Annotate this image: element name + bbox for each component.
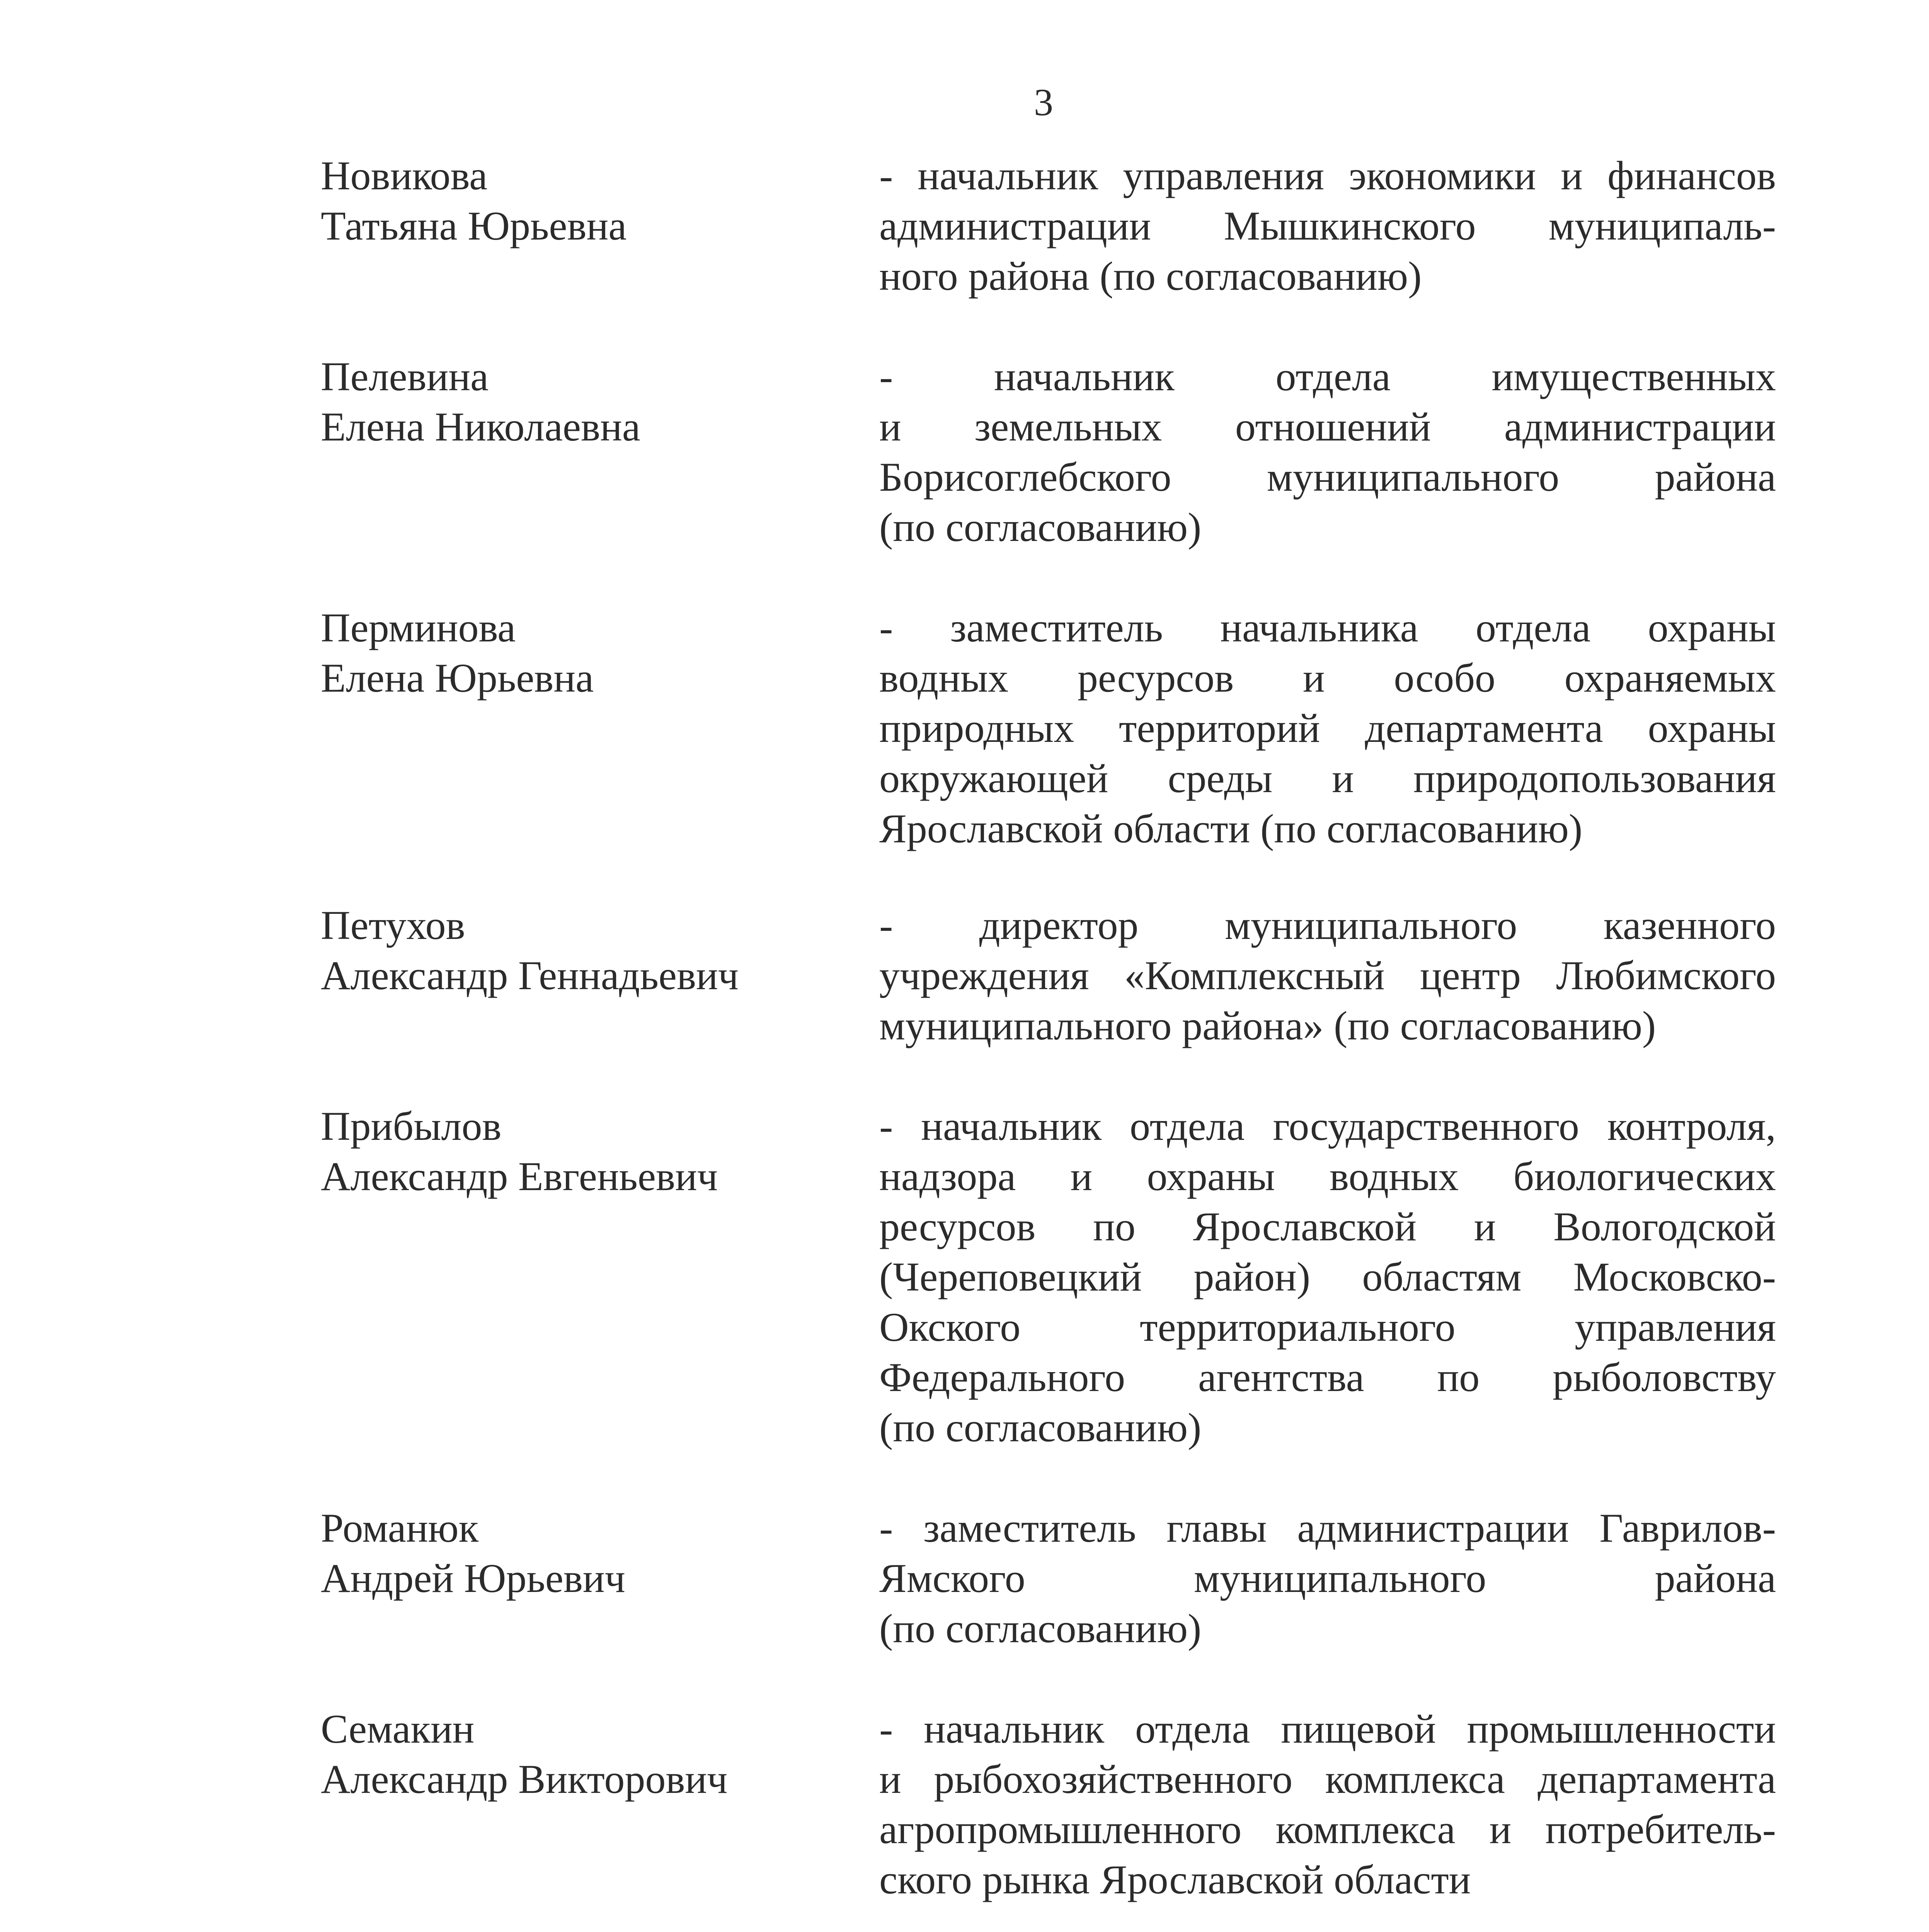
member-given-names: Александр Евгеньевич [321, 1154, 718, 1199]
member-entry [0, 1503, 1929, 1651]
role-line: Окского территориального управления [879, 1304, 1776, 1350]
role-line: ресурсов по Ярославской и Вологодской [879, 1204, 1776, 1249]
member-role [879, 1503, 1776, 1654]
role-line: (Череповецкий район) областям Московско- [879, 1254, 1776, 1299]
member-role [879, 151, 1776, 301]
member-entry [0, 352, 1929, 550]
member-entry [0, 900, 1929, 1048]
role-line: - начальник отдела пищевой промышленности [879, 1706, 1776, 1752]
member-role [879, 603, 1776, 854]
member-name [321, 151, 862, 251]
role-line: природных территорий департамента охраны [879, 706, 1776, 751]
member-given-names: Александр Геннадьевич [321, 953, 739, 998]
role-line: - начальник отдела имущественных [879, 354, 1776, 399]
role-line: Федерального агентства по рыболовству [879, 1355, 1776, 1400]
member-surname: Романюк [321, 1505, 479, 1551]
member-name [321, 900, 862, 1001]
role-line: и земельных отношений администрации [879, 404, 1776, 449]
role-line: и рыбохозяйственного комплекса департамента [879, 1757, 1776, 1802]
role-line: - директор муниципального казенного [879, 903, 1776, 948]
role-line: (по согласованию) [879, 1405, 1202, 1450]
role-line: ского рынка Ярославской области [879, 1857, 1471, 1902]
member-given-names: Андрей Юрьевич [321, 1556, 625, 1601]
role-line: агропромышленного комплекса и потребитель- [879, 1807, 1776, 1852]
member-entry [0, 1101, 1929, 1450]
member-surname: Семакин [321, 1706, 475, 1752]
member-given-names: Елена Николаевна [321, 404, 640, 449]
member-surname: Перминова [321, 605, 516, 650]
member-surname: Новикова [321, 153, 488, 198]
role-line: учреждения «Комплексный центр Любимского [879, 953, 1776, 998]
member-surname: Пелевина [321, 354, 489, 399]
role-line: - заместитель начальника отдела охраны [879, 605, 1776, 650]
member-given-names: Татьяна Юрьевна [321, 203, 627, 248]
role-line: (по согласованию) [879, 505, 1202, 550]
member-role [879, 1101, 1776, 1453]
member-name [321, 603, 862, 703]
member-role [879, 1704, 1776, 1905]
member-given-names: Елена Юрьевна [321, 655, 594, 701]
member-surname: Петухов [321, 903, 465, 948]
role-line: водных ресурсов и особо охраняемых [879, 655, 1776, 701]
role-line: (по согласованию) [879, 1606, 1202, 1651]
member-role [879, 900, 1776, 1051]
role-line: - заместитель главы администрации Гаврилов- [879, 1505, 1776, 1551]
page-number: 3 [1034, 81, 1053, 124]
member-name [321, 1503, 862, 1604]
member-surname: Прибылов [321, 1104, 502, 1149]
role-line: ного района (по согласованию) [879, 253, 1422, 299]
role-line: - начальник управления экономики и финансов [879, 153, 1776, 198]
role-line: муниципального района» (по согласованию) [879, 1003, 1656, 1048]
role-line: Ямского муниципального района [879, 1556, 1776, 1601]
member-entry [0, 1704, 1929, 1902]
member-name [321, 1704, 862, 1804]
role-line: администрации Мышкинского муниципаль- [879, 203, 1776, 248]
member-entry [0, 151, 1929, 299]
member-name [321, 352, 862, 452]
role-line: Борисоглебского муниципального района [879, 454, 1776, 500]
role-line: надзора и охраны водных биологических [879, 1154, 1776, 1199]
member-name [321, 1101, 862, 1202]
member-role [879, 352, 1776, 553]
role-line: Ярославской области (по согласованию) [879, 806, 1583, 851]
member-given-names: Александр Викторович [321, 1757, 728, 1802]
role-line: окружающей среды и природопользования [879, 756, 1776, 801]
role-line: - начальник отдела государственного контроля, [879, 1104, 1776, 1149]
member-entry [0, 603, 1929, 851]
